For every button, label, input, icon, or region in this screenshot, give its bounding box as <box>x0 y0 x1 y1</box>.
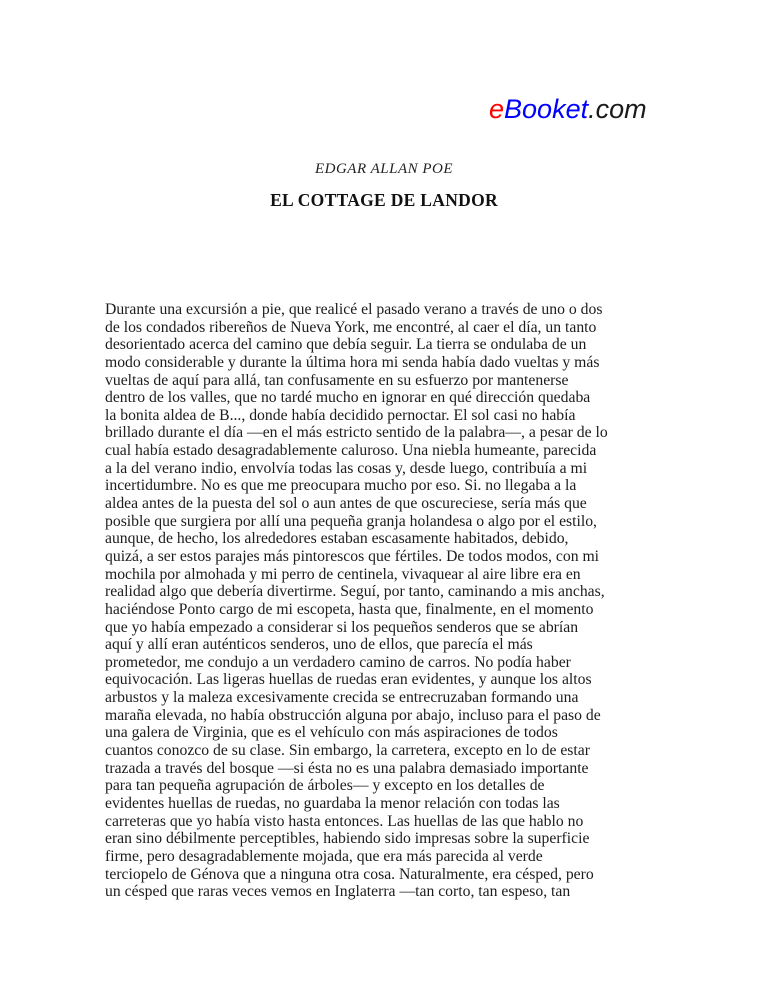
text-line: maraña elevada, no había obstrucción alguna por abajo, incluso para el paso de <box>105 706 601 724</box>
text-line: una galera de Virginia, que es el vehículo con más aspiraciones de todos <box>105 724 558 742</box>
text-line: incertidumbre. No es que me preocupara mucho por eso. Si. no llegaba a la <box>105 477 577 495</box>
text-line: para tan pequeña agrupación de árboles— y excepto en los detalles de <box>105 777 545 795</box>
text-line: realidad algo que debería divertirme. Seguí, por tanto, caminando a mis anchas, <box>105 583 605 601</box>
text-line: la bonita aldea de B..., donde había decidido pernoctar. El sol casi no había <box>105 406 576 424</box>
text-line: modo considerable y durante la última hora mi senda había dado vueltas y más <box>105 353 600 371</box>
text-line: a la del verano indio, envolvía todas las cosas y, desde luego, contribuía a mi <box>105 459 588 477</box>
text-line: aldea antes de la puesta del sol o aun antes de que oscureciese, sería más que <box>105 495 587 513</box>
text-line: haciéndose Ponto cargo de mi escopeta, hasta que, finalmente, en el momento <box>105 600 594 618</box>
text-line: aquí y allí eran auténticos senderos, uno de ellos, que parecía el más <box>105 636 533 654</box>
ebooket-logo <box>489 93 647 126</box>
text-line: trazada a través del bosque —si ésta no es una palabra demasiado importante <box>105 759 589 777</box>
body-text <box>105 301 675 901</box>
text-line: equivocación. Las ligeras huellas de ruedas eran evidentes, y aunque los altos <box>105 671 592 689</box>
text-line: firme, pero desagradablemente mojada, que era más parecida al verde <box>105 847 543 865</box>
text-line: eran sino débilmente perceptibles, habiendo sido impresas sobre la superficie <box>105 830 590 848</box>
logo-part-booket: Booket <box>504 94 589 124</box>
text-line: vueltas de aquí para allá, tan confusamente en su esfuerzo por mantenerse <box>105 371 569 389</box>
text-line: que yo había empezado a considerar si los pequeños senderos que se abrían <box>105 618 579 636</box>
text-line: quizá, a ser estos parajes más pintorescos que fértiles. De todos modos, con mi <box>105 547 600 565</box>
text-line: desorientado acerca del camino que debía seguir. La tierra se ondulaba de un <box>105 336 587 354</box>
text-line: evidentes huellas de ruedas, no guardaba la menor relación con todas las <box>105 794 560 812</box>
text-line: arbustos y la maleza excesivamente crecida se entrecruzaban formando una <box>105 689 579 707</box>
author-name: EDGAR ALLAN POE <box>314 161 454 177</box>
text-line: mochila por almohada y mi perro de centinela, vivaquear al aire libre era en <box>105 565 581 583</box>
logo-part-com: .com <box>588 94 647 124</box>
text-line: carreteras que yo había visto hasta entonces. Las huellas de las que hablo no <box>105 812 584 830</box>
text-line: aunque, de hecho, los alrededores estaban escasamente habitados, debido, <box>105 530 569 548</box>
text-line: dentro de los valles, que no tardé mucho en ignorar en qué dirección quedaba <box>105 389 591 407</box>
text-line: cual había estado desagradablemente caluroso. Una niebla humeante, parecida <box>105 442 597 460</box>
text-line: posible que surgiera por allí una pequeña granja holandesa o algo por el estilo, <box>105 512 597 530</box>
logo-part-e: e <box>489 94 505 124</box>
text-line: brillado durante el día —en el más estricto sentido de la palabra—, a pesar de lo <box>105 424 608 442</box>
page-title: EL COTTAGE DE LANDOR <box>270 190 498 210</box>
text-line: cuantos conozco de su clase. Sin embargo, la carretera, excepto en lo de estar <box>105 742 590 760</box>
text-line: prometedor, me condujo a un verdadero camino de carros. No podía haber <box>105 653 571 671</box>
text-line: un césped que raras veces vemos en Inglaterra —tan corto, tan espeso, tan <box>105 883 571 901</box>
text-line: terciopelo de Génova que a ninguna otra cosa. Naturalmente, era césped, pero <box>105 865 594 883</box>
text-line: Durante una excursión a pie, que realicé el pasado verano a través de uno o dos <box>105 301 603 318</box>
text-line: de los condados ribereños de Nueva York, me encontré, al caer el día, un tanto <box>105 318 597 336</box>
